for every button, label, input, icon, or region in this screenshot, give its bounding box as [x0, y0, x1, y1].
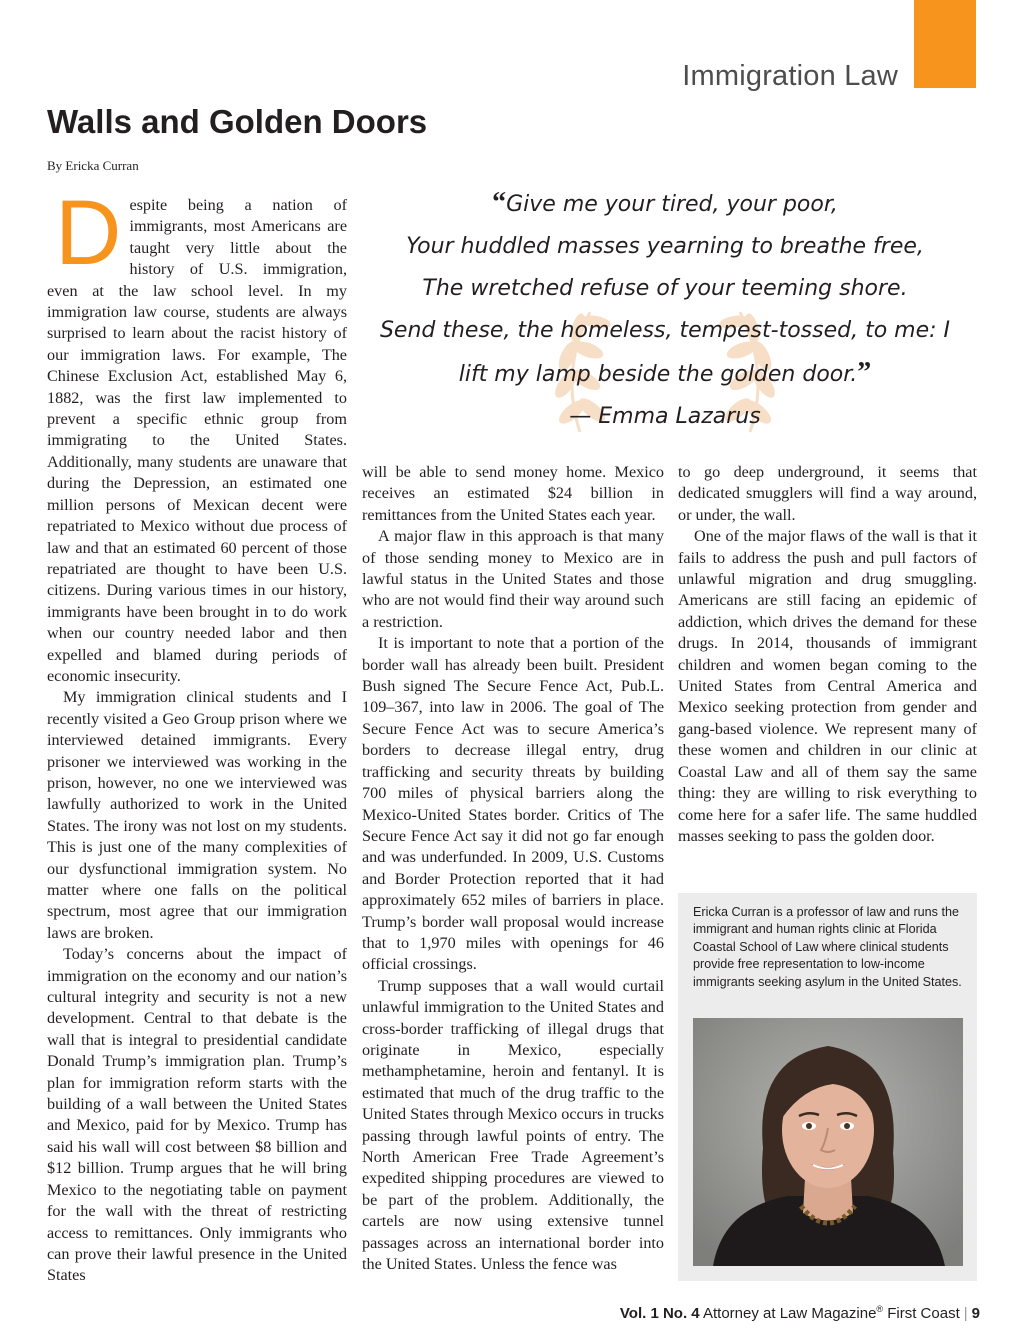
article-column-3 [678, 462, 977, 847]
quote-line: “Give me your tired, your poor, [492, 187, 838, 218]
quote-attribution: — Emma Lazarus [569, 404, 761, 429]
paragraph: A major flaw in this approach is that many of those sending money to Mexico are in lawful status in the United States and those who are not would find their way around such a restriction. [362, 527, 664, 631]
section-color-tab [914, 0, 976, 88]
paragraph: It is important to note that a portion of the border wall has already been built. President Bush signed The Secure Fence Act, Pub.L. 109–367, into law in 2006. The goal of The Secure Fence Act was to secure America’s borders to decrease illegal entry, drug trafficking and security threats by building 700 miles of physical barriers along the Mexico-United States border. Critics of The Secure Fence Act say it did not go far enough and was underfunded. In 2009, U.S. Customs and Border Protection reported that it had approximately 652 miles of barriers in place. Trump’s border wall proposal would increase that to 1,970 miles with openings for 46 official crossings. [362, 634, 664, 974]
paragraph: One of the major flaws of the wall is that it fails to address the push and pull factors of unlawful migration and drug smuggling. Americans are still facing an epidemic of addiction, which drives the demand for these drugs. In 2014, thousands of immigrant children and women began coming to the United States from Central America and Mexico seeking protection from gender and gang-based violence. We represent many of these women and children in our clinic at Coastal Law and all of them say the same thing: they are willing to risk everything to come here for a safer life. The same huddled masses seeking to pass the golden door. [678, 527, 977, 845]
edition-name: First Coast [887, 1305, 960, 1322]
quote-line: lift my lamp beside the golden door.” [458, 357, 872, 388]
byline: By Ericka Curran [47, 158, 139, 173]
author-portrait-image [693, 1018, 963, 1266]
paragraph-text: espite being a nation of immigrants, most Americans are taught very little about the history of U.S. immigration, even at the law school level. In my immigration law course, students are always surprised to learn about the racist history of our immigration laws. For example, The Chinese Exclusion Act, established May 6, 1882, was the first law implemented to prevent a specific ethnic group from immigrating to the United States. Additionally, many students are unaware that during the Depression, an estimated one million persons of Mexican decent were repatriated to Mexico without due process of law and that an estimated 60 percent of those repatriated are thought to have been U.S. citizens. During various times in our history, immigrants have been brought in to do work when our country needed labor and then expelled and blamed during periods of economic insecurity. [47, 196, 347, 685]
quote-line: The wretched refuse of your teeming shore. [422, 276, 908, 301]
paragraph: to go deep underground, it seems that dedicated smugglers will find a way around, or under, the wall. [678, 463, 977, 524]
pull-quote [370, 182, 960, 438]
article-column-1 [47, 182, 347, 1287]
paragraph: Today’s concerns about the impact of immigration on the economy and our nation’s cultural integrity and security is not a new development. Central to that debate is the wall that is integral to presidential candidate Donald Trump’s immigration plan. Trump’s plan for immigration reform starts with the building of a wall between the United States and Mexico, paid for by Mexico. Trump has said his wall will cost between $8 billion and $12 billion. Trump argues that he will bring Mexico to the negotiating table on payment for the wall with the threat of restricting access to remittances. Only immigrants who can prove their lawful presence in the United States [47, 945, 347, 1285]
page-footer [620, 1304, 980, 1322]
article-column-2 [362, 462, 664, 1275]
article-title: Walls and Golden Doors [47, 103, 428, 140]
dropcap: D [55, 182, 122, 284]
quote-line: Your huddled masses yearning to breathe free, [406, 234, 924, 259]
issue-number: Vol. 1 No. 4 [619, 1305, 700, 1322]
author-photo [693, 1018, 963, 1266]
registered-mark: ® [876, 1304, 884, 1314]
magazine-name: Attorney at Law Magazine [702, 1305, 877, 1322]
paragraph: will be able to send money home. Mexico receives an estimated $24 billion in remittances from the United States each year. [362, 463, 664, 524]
open-quote-mark: “ [492, 187, 507, 218]
footer-separator: | [963, 1305, 968, 1322]
paragraph: Trump supposes that a wall would curtail unlawful immigration to the United States and cross-border trafficking of illegal drugs that originate in Mexico, especially methamphetamine, heroin and fentanyl. It is estimated that much of the drug traffic to the United States through Mexico occurs in trucks passing through lawful points of entry. The North American Free Trade Agreement’s expedited shipping procedures are viewed to be part of the problem. Additionally, the cartels are now using extensive tunnel passages across an international border into the United States. Unless the fence was [362, 976, 664, 1274]
section-label: Immigration Law [682, 60, 898, 92]
author-bio-text: Ericka Curran is a professor of law and runs the immigrant and human rights clinic at Florida Coastal School of Law where clinical students provide free representation to low-income immigrants seeking asylum in the United States. [693, 905, 962, 989]
paragraph: My immigration clinical students and I recently visited a Geo Group prison where we interviewed detained immigrants. Every prisoner we interviewed was working in the prison, however, no one we interviewed was lawfully authorized to work in the United States. The irony was not lost on my students. This is just one of the many complexities of our dysfunctional immigration system. No matter where one falls on the political spectrum, most agree that our immigration laws are broken. [47, 688, 347, 942]
quote-line: Send these, the homeless, tempest-tossed, to me: I [379, 318, 951, 343]
paragraph [47, 182, 347, 687]
close-quote-mark: ” [857, 357, 872, 388]
page-number: 9 [971, 1305, 980, 1322]
